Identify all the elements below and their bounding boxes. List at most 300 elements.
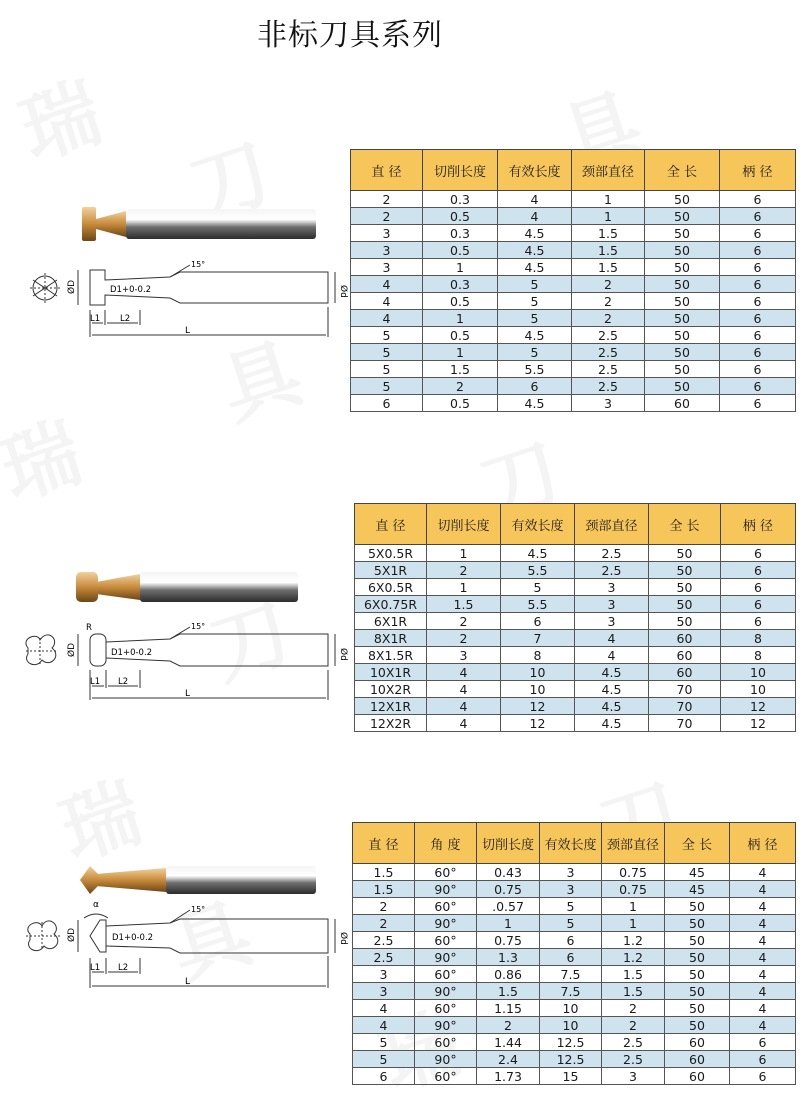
table-cell: 10 <box>501 681 575 698</box>
table-cell: 1.15 <box>477 1000 540 1017</box>
table-cell: 2 <box>427 630 501 647</box>
table-cell: 7 <box>501 630 575 647</box>
column-header: 切削长度 <box>423 150 498 191</box>
table-cell: 4 <box>730 864 796 881</box>
table-cell: 6 <box>720 242 796 259</box>
table-cell: 4 <box>730 915 796 932</box>
table-cell: 1 <box>602 915 665 932</box>
table-cell: 4 <box>353 1017 415 1034</box>
table-cell: 60 <box>645 395 720 412</box>
table-cell: 2 <box>423 378 498 395</box>
table-row <box>351 378 796 395</box>
table-cell: 12X1R <box>355 698 427 715</box>
table-row <box>351 259 796 276</box>
table-cell: 4.5 <box>498 242 572 259</box>
table-cell: 1.44 <box>477 1034 540 1051</box>
table-cell: 6 <box>730 1034 796 1051</box>
tool-drawing-2 <box>10 618 348 703</box>
table-cell: 4 <box>498 208 572 225</box>
l1-label: L1 <box>90 314 101 324</box>
table-cell: 0.3 <box>423 225 498 242</box>
table-cell: 3 <box>602 1068 665 1085</box>
spec-table-2 <box>354 503 796 732</box>
tool-drawing-3 <box>10 896 348 991</box>
table-cell: 10X1R <box>355 664 427 681</box>
table-cell: 5 <box>351 378 423 395</box>
table-cell: 2.5 <box>602 1034 665 1051</box>
table-cell: 4.5 <box>501 545 575 562</box>
table-cell: 0.5 <box>423 242 498 259</box>
table-cell: 2.5 <box>572 361 645 378</box>
table-cell: 50 <box>649 596 721 613</box>
table-row <box>355 630 796 647</box>
table-cell: 0.43 <box>477 864 540 881</box>
table-cell: 50 <box>665 966 730 983</box>
table-cell: 5 <box>498 276 572 293</box>
table-cell: 0.5 <box>423 395 498 412</box>
table-cell: 70 <box>649 681 721 698</box>
table-cell: 50 <box>645 310 720 327</box>
table-row <box>353 1017 796 1034</box>
table-row <box>353 949 796 966</box>
table-cell: 4.5 <box>498 259 572 276</box>
table-cell: 6 <box>720 259 796 276</box>
table-cell: 5.5 <box>501 596 575 613</box>
shank-label: Ød <box>338 932 348 945</box>
table-cell: 5 <box>498 310 572 327</box>
table-row <box>351 242 796 259</box>
table-cell: 0.5 <box>423 293 498 310</box>
table-row <box>353 1051 796 1068</box>
table-cell: 4.5 <box>575 681 649 698</box>
table-cell: 4 <box>351 276 423 293</box>
table-cell: 2 <box>427 562 501 579</box>
table-cell: 4.5 <box>575 715 649 732</box>
table-cell: 7.5 <box>540 966 602 983</box>
table-cell: 50 <box>645 378 720 395</box>
table-cell: 6 <box>721 562 796 579</box>
diameter-label: ØD <box>67 279 77 294</box>
table-cell: 50 <box>645 225 720 242</box>
table-cell: 50 <box>665 932 730 949</box>
table-cell: 3 <box>572 395 645 412</box>
table-cell: 4.5 <box>575 698 649 715</box>
table-cell: 6 <box>501 613 575 630</box>
l-label: L <box>185 326 191 336</box>
tool-drawing-1 <box>10 255 348 340</box>
table-cell: 50 <box>645 276 720 293</box>
table-row <box>355 681 796 698</box>
table-cell: 8X1R <box>355 630 427 647</box>
table-cell: 12 <box>501 715 575 732</box>
table-cell: 1.5 <box>572 259 645 276</box>
table-row <box>355 698 796 715</box>
column-header: 柄 径 <box>730 823 796 864</box>
table-cell: 1.5 <box>477 983 540 1000</box>
column-header: 有效长度 <box>501 504 575 545</box>
table-cell: 60° <box>415 966 477 983</box>
table-cell: 90° <box>415 1017 477 1034</box>
column-header: 柄 径 <box>721 504 796 545</box>
table-cell: 60 <box>665 1068 730 1085</box>
table-cell: 4 <box>730 966 796 983</box>
table-cell: 3 <box>351 259 423 276</box>
table-row <box>353 1068 796 1085</box>
table-cell: 3 <box>540 881 602 898</box>
table-cell: 0.75 <box>477 932 540 949</box>
table-cell: 5 <box>353 1034 415 1051</box>
table-cell: 45 <box>665 864 730 881</box>
table-cell: 50 <box>665 1000 730 1017</box>
table-cell: 5 <box>351 361 423 378</box>
page-title: 非标刀具系列 <box>257 18 443 53</box>
shank-label: Ød <box>338 648 348 661</box>
table-cell: 10 <box>540 1017 602 1034</box>
table-cell: 90° <box>415 915 477 932</box>
spec-table-1 <box>350 149 796 412</box>
table-cell: 6 <box>720 344 796 361</box>
table-row <box>351 225 796 242</box>
column-header: 有效长度 <box>498 150 572 191</box>
column-header: 颈部直径 <box>572 150 645 191</box>
table-cell: 3 <box>575 579 649 596</box>
table-cell: 0.5 <box>423 327 498 344</box>
neck-label: D1+0-0.2 <box>111 648 153 658</box>
table-cell: 12X2R <box>355 715 427 732</box>
table-cell: 4 <box>730 881 796 898</box>
table-cell: 8X1.5R <box>355 647 427 664</box>
table-cell: 2.5 <box>353 932 415 949</box>
table-cell: 5.5 <box>501 562 575 579</box>
table-cell: 4 <box>730 983 796 1000</box>
table-row <box>353 864 796 881</box>
table-cell: 4 <box>427 681 501 698</box>
table-cell: 1 <box>572 191 645 208</box>
table-cell: 4 <box>427 715 501 732</box>
table-cell: 2 <box>353 898 415 915</box>
table-cell: 10 <box>501 664 575 681</box>
table-cell: 2.5 <box>572 378 645 395</box>
table-cell: 50 <box>645 208 720 225</box>
table-cell: 1.5 <box>423 361 498 378</box>
table-cell: 3 <box>353 966 415 983</box>
table-cell: 6 <box>540 932 602 949</box>
table-cell: 2 <box>602 1000 665 1017</box>
table-cell: 45 <box>665 881 730 898</box>
table-row <box>355 579 796 596</box>
table-row <box>353 1034 796 1051</box>
table-cell: 90° <box>415 1051 477 1068</box>
table-cell: 50 <box>645 242 720 259</box>
table-cell: 6 <box>720 378 796 395</box>
table-cell: 6 <box>721 613 796 630</box>
table-cell: 0.3 <box>423 276 498 293</box>
l2-label: L2 <box>118 677 129 687</box>
table-cell: 6 <box>720 225 796 242</box>
table-row <box>351 310 796 327</box>
table-cell: 2 <box>353 915 415 932</box>
table-cell: 4 <box>730 1000 796 1017</box>
table-cell: 1.5 <box>353 864 415 881</box>
table-cell: 2.5 <box>353 949 415 966</box>
table-cell: 1.3 <box>477 949 540 966</box>
table-cell: 1.73 <box>477 1068 540 1085</box>
table-cell: 5 <box>540 898 602 915</box>
l2-label: L2 <box>120 314 131 324</box>
column-header: 柄 径 <box>720 150 796 191</box>
table-cell: 6 <box>720 208 796 225</box>
table-row <box>353 932 796 949</box>
table-cell: 10 <box>540 1000 602 1017</box>
table-cell: 6 <box>540 949 602 966</box>
table-cell: 1.5 <box>572 242 645 259</box>
table-cell: 4 <box>353 1000 415 1017</box>
table-row <box>355 613 796 630</box>
table-cell: 0.3 <box>423 191 498 208</box>
table-cell: 5 <box>351 327 423 344</box>
table-cell: 50 <box>665 915 730 932</box>
table-cell: 6 <box>720 276 796 293</box>
table-cell: 50 <box>649 613 721 630</box>
column-header: 全 长 <box>649 504 721 545</box>
column-header: 直 径 <box>351 150 423 191</box>
table-cell: 50 <box>665 1017 730 1034</box>
table-cell: 50 <box>645 293 720 310</box>
table-cell: 1 <box>423 344 498 361</box>
column-header: 全 长 <box>645 150 720 191</box>
table-row <box>355 545 796 562</box>
table-cell: 50 <box>649 545 721 562</box>
table-cell: 4 <box>498 191 572 208</box>
table-cell: 7.5 <box>540 983 602 1000</box>
table-cell: 5X1R <box>355 562 427 579</box>
radius-label: R <box>86 623 92 633</box>
table-cell: 2.5 <box>602 1051 665 1068</box>
table-row <box>351 344 796 361</box>
table-row <box>353 898 796 915</box>
watermark <box>0 391 93 522</box>
table-cell: 1 <box>602 898 665 915</box>
table-cell: 5 <box>501 579 575 596</box>
table-row <box>355 596 796 613</box>
table-cell: 1 <box>423 259 498 276</box>
table-cell: 90° <box>415 949 477 966</box>
table-cell: 1 <box>477 915 540 932</box>
l2-label: L2 <box>118 963 129 973</box>
table-cell: 3 <box>351 242 423 259</box>
table-cell: 1 <box>427 579 501 596</box>
table-cell: 6 <box>353 1068 415 1085</box>
table-cell: 2.5 <box>575 562 649 579</box>
table-cell: 4.5 <box>498 327 572 344</box>
table-cell: 4.5 <box>575 664 649 681</box>
column-header: 全 长 <box>665 823 730 864</box>
table-cell: 2.4 <box>477 1051 540 1068</box>
l-label: L <box>185 689 191 699</box>
table-cell: 5 <box>498 344 572 361</box>
table-cell: 50 <box>645 344 720 361</box>
table-cell: 3 <box>427 647 501 664</box>
column-header: 颈部直径 <box>575 504 649 545</box>
table-cell: 50 <box>665 898 730 915</box>
table-cell: 10 <box>721 681 796 698</box>
table-cell: 4.5 <box>498 225 572 242</box>
table-row <box>351 276 796 293</box>
column-header: 颈部直径 <box>602 823 665 864</box>
table-cell: 6 <box>730 1051 796 1068</box>
table-cell: 90° <box>415 881 477 898</box>
table-cell: .0.57 <box>477 898 540 915</box>
table-cell: 60° <box>415 1000 477 1017</box>
table-row <box>355 647 796 664</box>
table-row <box>353 1000 796 1017</box>
table-row <box>351 191 796 208</box>
table-cell: 6X0.75R <box>355 596 427 613</box>
l-label: L <box>185 977 191 987</box>
table-cell: 5 <box>540 915 602 932</box>
table-cell: 1.5 <box>353 881 415 898</box>
table-cell: 4 <box>575 630 649 647</box>
table-cell: 12 <box>721 715 796 732</box>
table-cell: 12.5 <box>540 1034 602 1051</box>
diameter-label: ØD <box>67 927 77 942</box>
angle-label: 15° <box>191 905 206 914</box>
table-cell: 1 <box>572 208 645 225</box>
table-cell: 12 <box>501 698 575 715</box>
column-header: 直 径 <box>355 504 427 545</box>
table-cell: 2 <box>351 191 423 208</box>
table-cell: 1.2 <box>602 949 665 966</box>
table-cell: 1.5 <box>602 983 665 1000</box>
table-row <box>351 208 796 225</box>
table-cell: 4.5 <box>498 395 572 412</box>
table-row <box>353 915 796 932</box>
table-cell: 4 <box>730 898 796 915</box>
table-cell: 8 <box>501 647 575 664</box>
table-cell: 2.5 <box>575 545 649 562</box>
table-cell: 6 <box>720 327 796 344</box>
table-cell: 10 <box>721 664 796 681</box>
table-cell: 5 <box>351 344 423 361</box>
table-cell: 6 <box>351 395 423 412</box>
table-cell: 1 <box>427 545 501 562</box>
table-cell: 4 <box>351 310 423 327</box>
table-row <box>355 664 796 681</box>
table-cell: 2 <box>427 613 501 630</box>
table-cell: 1.5 <box>602 966 665 983</box>
table-row <box>355 562 796 579</box>
table-cell: 60 <box>665 1051 730 1068</box>
alpha-label: α <box>93 900 99 910</box>
table-cell: 15 <box>540 1068 602 1085</box>
table-cell: 4 <box>730 1017 796 1034</box>
table-cell: 5 <box>498 293 572 310</box>
table-cell: 1.2 <box>602 932 665 949</box>
table-cell: 2 <box>572 293 645 310</box>
table-row <box>353 881 796 898</box>
diameter-label: ØD <box>67 642 77 657</box>
table-cell: 50 <box>665 949 730 966</box>
spec-table-3 <box>352 822 796 1085</box>
table-row <box>351 361 796 378</box>
table-cell: 6 <box>720 293 796 310</box>
table-cell: 2 <box>572 276 645 293</box>
table-cell: 60° <box>415 1068 477 1085</box>
table-cell: 60° <box>415 1034 477 1051</box>
table-cell: 50 <box>645 259 720 276</box>
table-cell: 5.5 <box>498 361 572 378</box>
table-cell: 2 <box>602 1017 665 1034</box>
table-cell: 50 <box>649 579 721 596</box>
table-cell: 3 <box>575 596 649 613</box>
table-cell: 4 <box>730 932 796 949</box>
table-cell: 60° <box>415 898 477 915</box>
table-cell: 70 <box>649 698 721 715</box>
table-cell: 8 <box>721 647 796 664</box>
table-cell: 6 <box>721 579 796 596</box>
table-cell: 50 <box>645 191 720 208</box>
tool-photo-1 <box>78 205 323 245</box>
table-cell: 2 <box>351 208 423 225</box>
table-cell: 60 <box>665 1034 730 1051</box>
table-row <box>351 395 796 412</box>
table-cell: 2 <box>477 1017 540 1034</box>
table-cell: 0.86 <box>477 966 540 983</box>
table-cell: 1.5 <box>427 596 501 613</box>
table-cell: 12.5 <box>540 1051 602 1068</box>
table-cell: 8 <box>721 630 796 647</box>
table-cell: 50 <box>645 361 720 378</box>
table-row <box>351 293 796 310</box>
table-cell: 3 <box>575 613 649 630</box>
table-cell: 3 <box>353 983 415 1000</box>
table-row <box>355 715 796 732</box>
table-cell: 60 <box>649 630 721 647</box>
column-header: 切削长度 <box>427 504 501 545</box>
table-cell: 2.5 <box>572 327 645 344</box>
table-cell: 0.75 <box>602 864 665 881</box>
column-header: 直 径 <box>353 823 415 864</box>
table-cell: 60 <box>649 647 721 664</box>
table-cell: 5 <box>353 1051 415 1068</box>
watermark <box>5 51 114 182</box>
column-header: 有效长度 <box>540 823 602 864</box>
l1-label: L1 <box>90 677 101 687</box>
table-cell: 3 <box>540 864 602 881</box>
table-cell: 6 <box>720 395 796 412</box>
table-cell: 50 <box>665 983 730 1000</box>
table-cell: 3 <box>351 225 423 242</box>
table-cell: 4 <box>730 949 796 966</box>
table-cell: 50 <box>645 327 720 344</box>
table-cell: 12 <box>721 698 796 715</box>
table-cell: 6X0.5R <box>355 579 427 596</box>
angle-label: 15° <box>191 260 206 269</box>
table-cell: 6 <box>498 378 572 395</box>
neck-label: D1+0-0.2 <box>110 285 152 295</box>
table-cell: 1 <box>423 310 498 327</box>
table-row <box>351 327 796 344</box>
table-cell: 6 <box>730 1068 796 1085</box>
table-cell: 50 <box>649 562 721 579</box>
table-cell: 60 <box>649 664 721 681</box>
table-cell: 0.75 <box>602 881 665 898</box>
table-row <box>353 966 796 983</box>
table-cell: 90° <box>415 983 477 1000</box>
table-cell: 5X0.5R <box>355 545 427 562</box>
table-cell: 70 <box>649 715 721 732</box>
table-cell: 1.5 <box>572 225 645 242</box>
